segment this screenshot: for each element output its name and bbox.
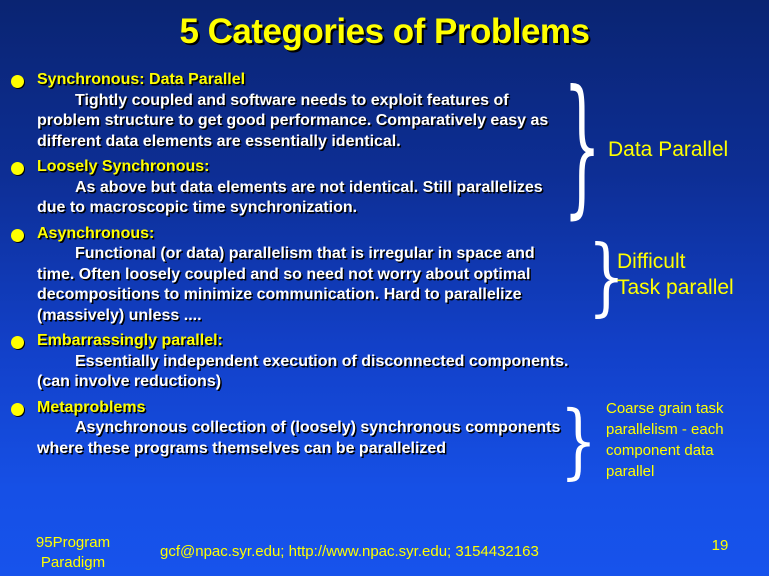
list-item xyxy=(10,224,570,327)
task-parallel-label xyxy=(617,249,734,301)
item-body: Tightly coupled and software needs to exploit features of problem structure to get good performance. Comparatively easy as different data elements are essentially identical. xyxy=(37,91,549,150)
bullet-icon xyxy=(11,75,24,88)
coarse-grain-label: Coarse grain task parallelism - each component data parallel xyxy=(606,400,724,480)
category-list xyxy=(10,70,570,459)
item-heading: Asynchronous: xyxy=(37,224,155,242)
data-parallel-label: Data Parallel xyxy=(608,138,729,161)
list-item xyxy=(10,331,570,393)
item-body: Functional (or data) parallelism that is irregular in space and time. Often loosely coupled and so need not worry about optimal decompositions to minimize communication. Hard to parallelize (massively) unless .... xyxy=(37,245,535,324)
item-body: As above but data elements are not identical. Still parallelizes due to macroscopic time synchronization. xyxy=(37,178,543,216)
difficult-label: Difficult xyxy=(617,250,686,273)
bullet-icon xyxy=(11,403,24,416)
course-line-2: Paradigm xyxy=(40,554,106,571)
brace-data-parallel-icon: } xyxy=(563,59,602,235)
brace-coarse-grain-icon: } xyxy=(560,393,597,489)
contact-info: gcf@npac.syr.edu; http://www.npac.syr.edu; 3154432163 xyxy=(160,543,539,560)
item-body: Asynchronous collection of (loosely) synchronous components where these programs themselves can be parallelized xyxy=(37,419,561,457)
brace-task-parallel-icon: } xyxy=(588,226,625,326)
item-heading: Embarrassingly parallel: xyxy=(37,332,223,349)
task-parallel-text: Task parallel xyxy=(617,276,734,299)
item-heading: Loosely Synchronous: xyxy=(37,158,210,175)
bullet-icon xyxy=(11,336,24,349)
course-line-1: 95Program xyxy=(35,534,111,551)
list-item xyxy=(10,398,570,460)
bullet-icon xyxy=(11,162,24,175)
list-item xyxy=(10,70,570,152)
list-item xyxy=(10,157,570,219)
item-heading: Metaproblems xyxy=(37,398,146,416)
item-body: Essentially independent execution of disconnected components. (can involve reductions) xyxy=(37,352,569,390)
slide-title: 5 Categories of Problems xyxy=(179,12,590,51)
item-heading: Synchronous: Data Parallel xyxy=(37,71,246,88)
bullet-icon xyxy=(11,229,24,242)
page-number: 19 xyxy=(711,537,729,554)
course-name xyxy=(28,533,118,573)
